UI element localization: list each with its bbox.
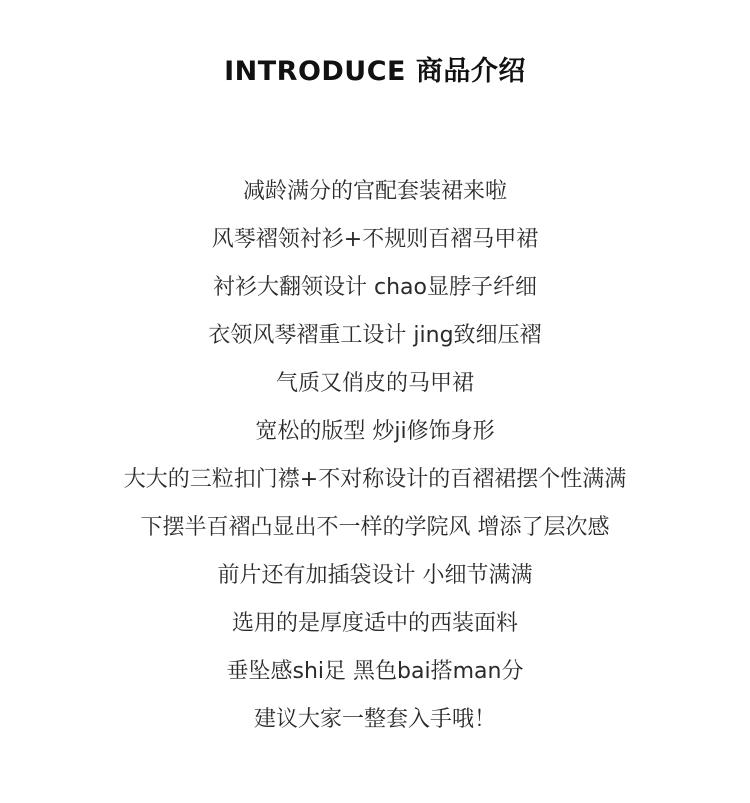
description-list [0, 168, 750, 744]
section-title: INTRODUCE 商品介绍 [224, 56, 526, 87]
description-line: 衬衫大翻领设计 chao显脖子纤细 [213, 275, 537, 300]
description-line: 选用的是厚度适中的西装面料 [231, 611, 518, 636]
description-line: 建议大家一整套入手哦！ [253, 707, 496, 732]
description-line: 衣领风琴褶重工设计 jing致细压褶 [208, 323, 542, 348]
description-line: 前片还有加插袋设计 小细节满满 [217, 563, 533, 588]
description-line: 大大的三粒扣门襟+不对称设计的百褶裙摆个性满满 [123, 467, 627, 492]
description-line: 减龄满分的官配套装裙来啦 [242, 179, 507, 204]
description-line: 气质又俏皮的马甲裙 [275, 371, 474, 396]
description-line: 风琴褶领衬衫+不规则百褶马甲裙 [211, 227, 539, 252]
description-line: 宽松的版型 炒ji修饰身形 [255, 419, 495, 444]
description-line: 下摆半百褶凸显出不一样的学院风 增添了层次感 [140, 515, 610, 540]
description-line: 垂坠感shi足 黑色bai搭man分 [226, 659, 524, 684]
